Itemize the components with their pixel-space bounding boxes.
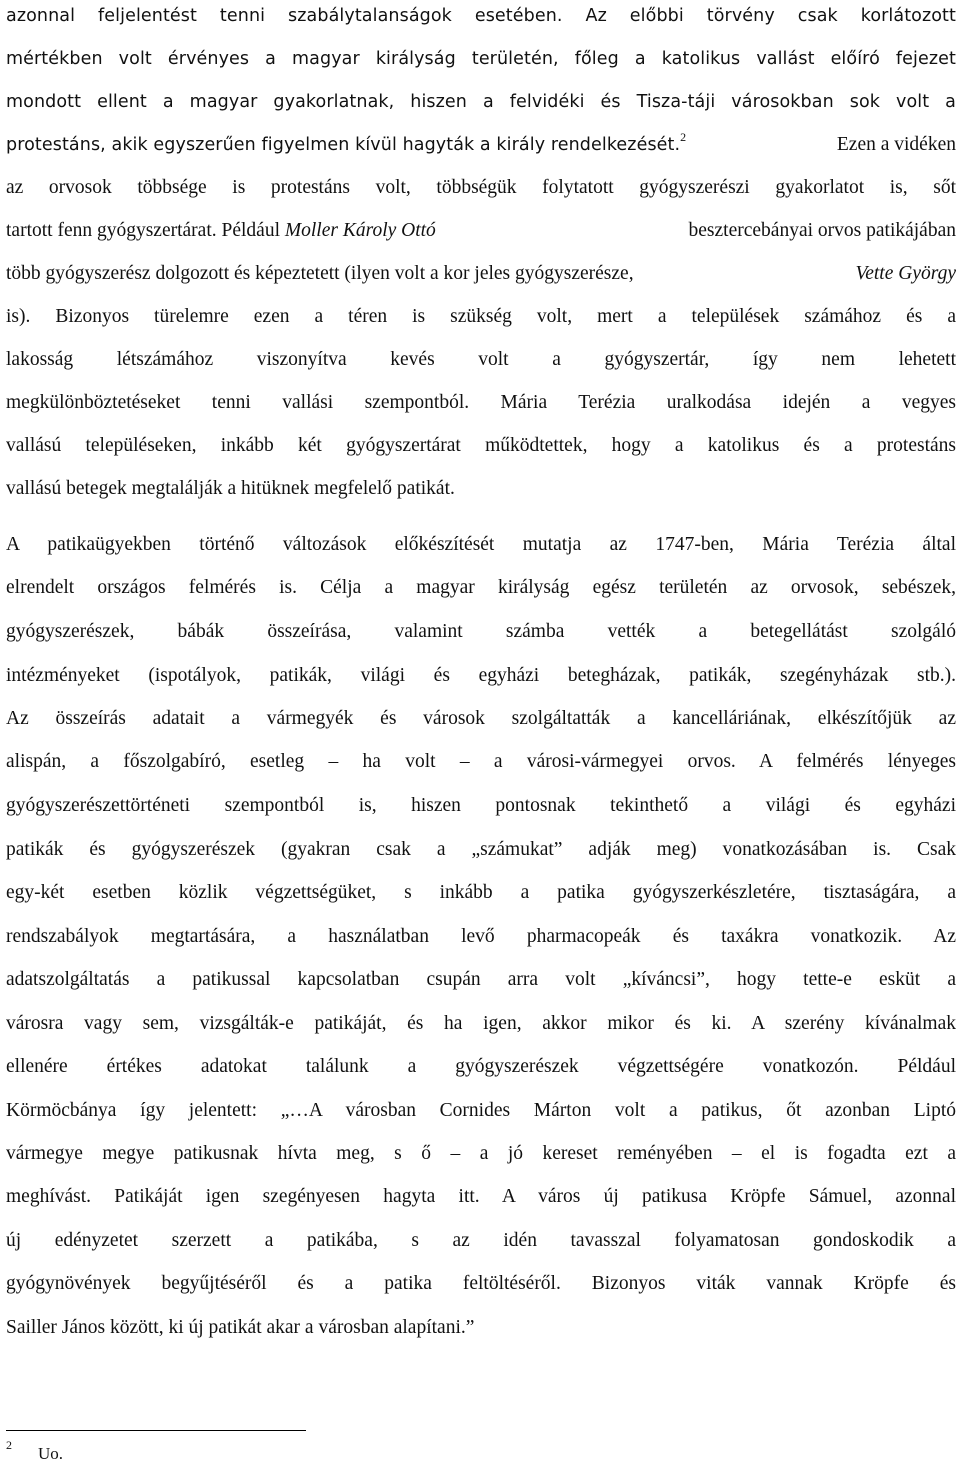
- text-line: új edényzetet szerzett a patikába, s az idén tavasszal folyamatosan gondoskodik a: [6, 1230, 956, 1251]
- text-line: alispán, a főszolgabíró, esetleg – ha volt – a városi-vármegyei orvos. A felmérés lényeges: [6, 751, 956, 772]
- text-line: gyógyszerészek, bábák összeírása, valamint számba vették a betegellátást szolgáló: [6, 621, 956, 642]
- text-line: vallású betegek megtalálják a hitüknek megfelelő patikát.: [6, 478, 455, 499]
- text-line: városra vagy sem, vizsgálták-e patikáját, és ha igen, akkor mikor és ki. A szerény kívánalmak: [6, 1013, 956, 1034]
- text-line: Körmöcbánya így jelentett: „…A városban Cornides Márton volt a patikus, őt azonban Liptó: [6, 1100, 956, 1121]
- text-line: megkülönböztetéseket tenni vallási szempontból. Mária Terézia uralkodása idején a vegyes: [6, 392, 956, 413]
- text-line: ellenére értékes adatokat találunk a gyógyszerészek végzettségére vonatkozón. Például: [6, 1056, 956, 1077]
- text-line: elrendelt országos felmérés is. Célja a magyar királyság egész területén az orvosok, sebészek,: [6, 577, 956, 598]
- text-line: Sailler János között, ki új patikát akar a városban alapítani.”: [6, 1317, 475, 1338]
- text-line: A patikaügyekben történő változások előkészítését mutatja az 1747-ben, Mária Terézia által: [6, 534, 956, 555]
- text-line: adatszolgáltatás a patikussal kapcsolatban csupán arra volt „kíváncsi”, hogy tette-e esküt a: [6, 969, 956, 990]
- text-line: mértékben volt érvényes a magyar királyság területén, főleg a katolikus vallást előíró fejezet: [6, 49, 956, 69]
- text-line: vármegye megye patikusnak hívta meg, s ő – a jó kereset reményében – el is fogadta ezt a: [6, 1143, 956, 1164]
- text-segment: tartott fenn gyógyszertárat. Például: [6, 220, 280, 241]
- text-line: intézményeket (ispotályok, patikák, világi és egyházi betegházak, patikák, szegényházak stb.).: [6, 665, 956, 686]
- person-name: Vette György: [855, 263, 956, 284]
- text-line: meghívást. Patikáját igen szegényesen hagyta itt. A város új patikusa Kröpfe Sámuel, azonnal: [6, 1186, 956, 1207]
- text-segment: Ezen a vidéken: [836, 134, 956, 155]
- text-line-with-name: [6, 261, 956, 287]
- text-segment: több gyógyszerész dolgozott és képeztetett (ilyen volt a kor jeles gyógyszerésze,: [6, 263, 634, 284]
- footnote-reference: 2: [680, 129, 687, 144]
- text-line: lakosság létszámához viszonyítva kevés volt a gyógyszertár, így nem lehetett: [6, 349, 956, 370]
- text-line: az orvosok többsége is protestáns volt, többségük folytatott gyógyszerészi gyakorlatot is, sőt: [6, 177, 956, 198]
- text-line: is). Bizonyos türelemre ezen a téren is szükség volt, mert a települések számához és a: [6, 306, 956, 327]
- footnote-number: 2: [6, 1438, 12, 1452]
- text-line: vallású településeken, inkább két gyógyszertárat működtettek, hogy a katolikus és a protestáns: [6, 435, 956, 456]
- text-line: azonnal feljelentést tenni szabálytalanságok esetében. Az előbbi törvény csak korlátozott: [6, 6, 956, 26]
- text-line-with-name: [6, 218, 956, 244]
- text-line-with-footnote: [6, 129, 956, 158]
- text-line: gyógynövények begyűjtéséről és a patika feltöltéséről. Bizonyos viták vannak Kröpfe és: [6, 1273, 956, 1294]
- footnote-text: Uo.: [38, 1444, 64, 1463]
- text-line: gyógyszerészettörténeti szempontból is, hiszen pontosnak tekinthető a világi és egyházi: [6, 795, 956, 816]
- text-line: patikák és gyógyszerészek (gyakran csak a „számukat” adják meg) vonatkozásában is. Csak: [6, 839, 956, 860]
- text-line: egy-két esetben közlik végzettségüket, s inkább a patika gyógyszerkészletére, tisztaságára, a: [6, 882, 956, 903]
- text-segment: protestáns, akik egyszerűen figyelmen kívül hagyták a király rendelkezését.: [6, 135, 681, 155]
- footnote-divider: [6, 1430, 306, 1431]
- text-line: rendszabályok megtartására, a használatban levő pharmacopeák és taxákra vonatkozik. Az: [6, 926, 956, 947]
- text-line: Az összeírás adatait a vármegyék és városok szolgáltatták a kancelláriának, elkészítőjük az: [6, 708, 956, 729]
- person-name: Moller Károly Ottó: [284, 220, 436, 241]
- text-line: mondott ellent a magyar gyakorlatnak, hiszen a felvidéki és Tisza-táji városokban sok volt a: [6, 92, 956, 112]
- text-segment: besztercebányai orvos patikájában: [688, 220, 956, 241]
